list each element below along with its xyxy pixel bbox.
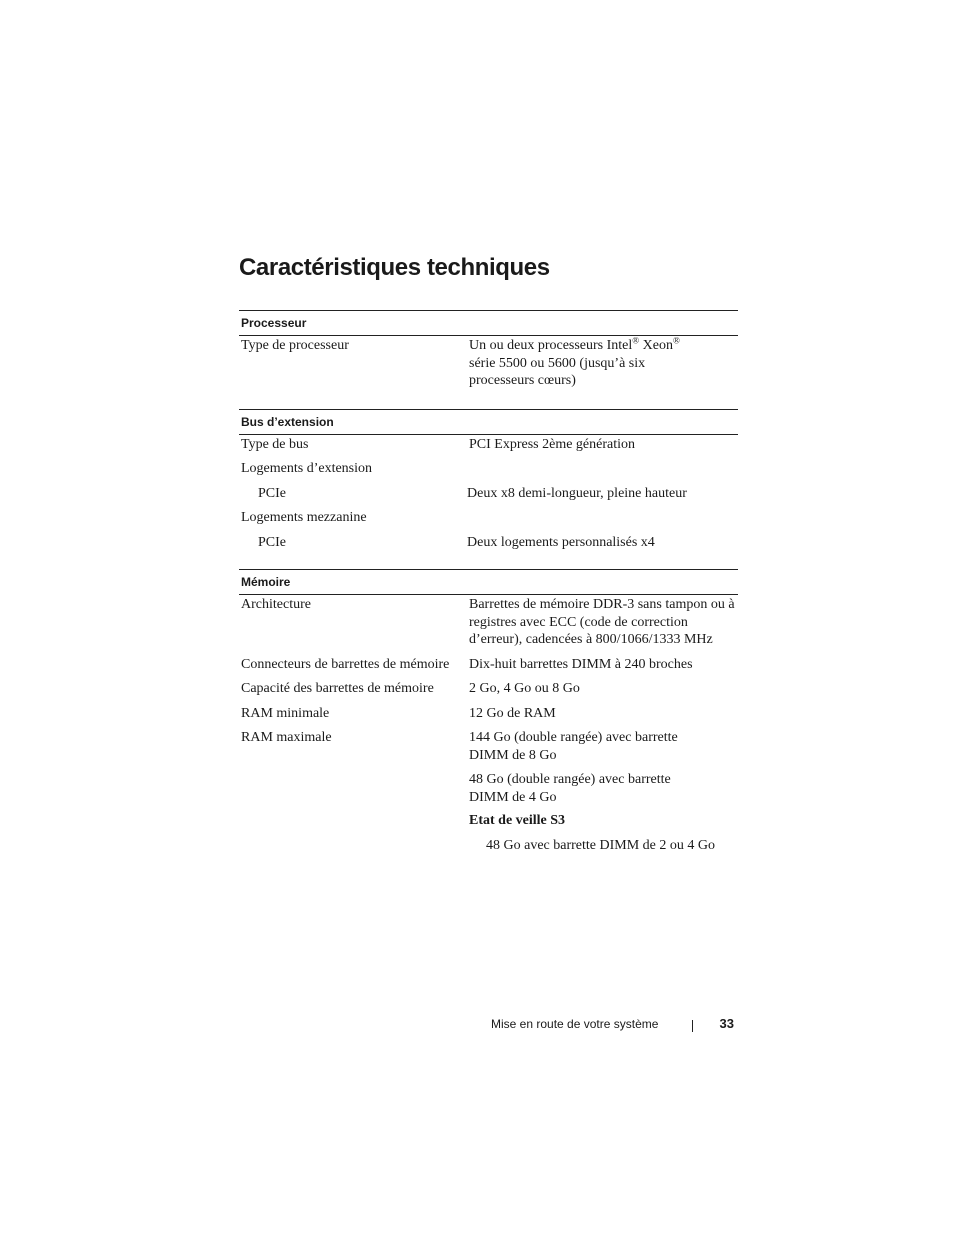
s3-state-label: Etat de veille S3 [469,813,566,828]
spec-row [239,837,738,855]
spec-value: 12 Go de RAM [469,705,556,721]
spec-row [239,534,738,552]
spec-label-empty [239,771,469,806]
spec-value: PCI Express 2ème génération [469,436,636,452]
spec-label: Logements d’extension [241,461,373,476]
spec-row [239,680,738,698]
spec-label-empty [239,837,469,855]
section-heading-processeur: Processeur [239,310,738,336]
spec-row [239,705,738,723]
footer-separator [692,1020,693,1032]
spec-value: Deux logements personnalisés x4 [467,534,655,550]
spec-label: PCIe [258,485,286,501]
spec-row [239,771,738,806]
spec-label: Logements mezzanine [241,510,367,525]
spec-row [239,509,738,527]
spec-label-empty [239,812,469,830]
spec-value: Un ou deux processeurs Intel® Xeon® série 5500 ou 5600 (jusqu’à six processeurs cœurs) [469,335,680,388]
spec-value: 48 Go avec barrette DIMM de 2 ou 4 Go [486,837,715,853]
registered-mark: ® [672,335,680,346]
spec-label: Type de processeur [241,338,349,353]
spec-row [239,436,738,454]
page-number: 33 [719,1016,734,1031]
spec-value: 144 Go (double rangée) avec barrette DIMM de 8 Go [469,730,678,763]
spec-label: PCIe [258,534,286,550]
spec-table [239,310,738,854]
section-heading-bus-extension: Bus d’extension [239,409,738,435]
spec-label: RAM maximale [241,730,332,745]
section-memoire [239,569,738,854]
spec-value: Barrettes de mémoire DDR-3 sans tampon ou à registres avec ECC (code de correction d’erreur), cadencées à 800/1066/1333 MHz [469,597,735,647]
spec-row-type-processeur [239,337,738,390]
spec-value: 48 Go (double rangée) avec barrette DIMM de 4 Go [469,772,671,805]
spec-value [469,460,738,478]
spec-label: Connecteurs de barrettes de mémoire [241,656,450,672]
spec-label: Type de bus [241,436,309,452]
spec-label: Capacité des barrettes de mémoire [241,681,434,696]
footer-title: Mise en route de votre système [491,1017,659,1031]
spec-value [469,509,738,527]
spec-row [239,656,738,674]
spec-value: Deux x8 demi-longueur, pleine hauteur [467,485,687,501]
spec-label: Architecture [241,597,311,612]
spec-value: 2 Go, 4 Go ou 8 Go [469,681,580,696]
spec-row [239,460,738,478]
spec-row [239,596,738,649]
section-processeur [239,310,738,390]
registered-mark: ® [632,335,640,346]
page-title: Caractéristiques techniques [239,254,550,281]
spec-value: Dix-huit barrettes DIMM à 240 broches [469,656,693,672]
spec-row [239,485,738,503]
section-bus-extension [239,409,738,552]
section-heading-memoire: Mémoire [239,569,738,595]
spec-row [239,812,738,830]
spec-row [239,729,738,764]
page-footer [491,1016,738,1034]
spec-label: RAM minimale [241,705,330,721]
